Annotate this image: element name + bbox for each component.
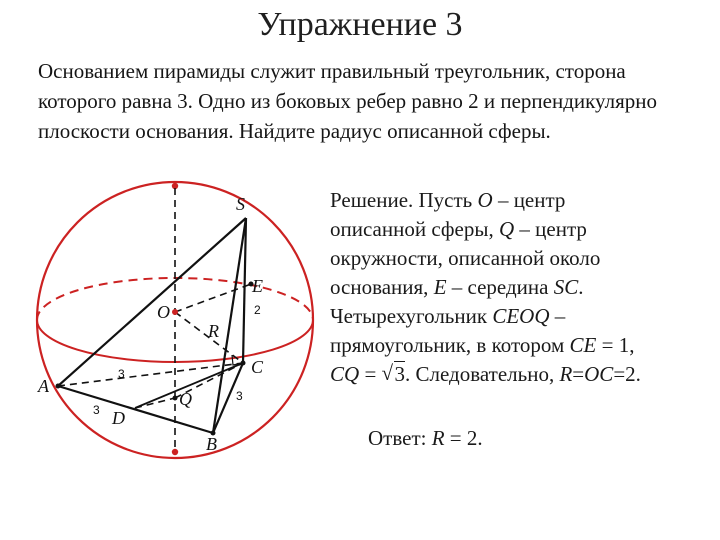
label-C: C bbox=[251, 357, 264, 377]
slide-title: Упражнение 3 bbox=[257, 6, 463, 43]
solution-text-segment: . Следовательно, bbox=[405, 362, 560, 386]
var-OC: OC bbox=[584, 362, 614, 386]
point-C bbox=[241, 361, 246, 366]
solution-text-segment: – центр bbox=[492, 188, 566, 212]
answer-var: R bbox=[431, 426, 445, 450]
label-S: S bbox=[236, 194, 245, 214]
label-cb-length: 3 bbox=[236, 389, 243, 403]
var-CQ: CQ bbox=[330, 362, 360, 386]
var-Q: Q bbox=[498, 217, 515, 241]
label-E: E bbox=[252, 276, 263, 296]
point-O bbox=[172, 309, 178, 315]
solution-text-segment: = bbox=[359, 362, 382, 386]
answer-text bbox=[368, 426, 483, 451]
var-E: E bbox=[433, 275, 447, 299]
answer-value: = 2. bbox=[444, 426, 483, 450]
solution-text-segment: основания, bbox=[330, 275, 434, 299]
var-SC: SC bbox=[553, 275, 579, 299]
solution-line-4 bbox=[330, 273, 715, 302]
var-CE: CE bbox=[569, 333, 597, 357]
solution-text-segment: – середина bbox=[446, 275, 554, 299]
solution-line-3 bbox=[330, 244, 715, 273]
sphere-bottom-pole bbox=[172, 449, 178, 455]
point-A bbox=[56, 384, 61, 389]
solution-text-segment: Решение. Пусть bbox=[330, 188, 478, 212]
solution-line-5 bbox=[330, 302, 715, 331]
solution-text-segment: прямоугольник, в котором bbox=[330, 333, 570, 357]
segment-OE bbox=[175, 284, 251, 312]
solution-text-segment: – центр bbox=[514, 217, 587, 241]
label-ac-length: 3 bbox=[118, 367, 125, 381]
solution-text-segment: = bbox=[572, 362, 585, 386]
answer-prefix: Ответ: bbox=[368, 426, 432, 450]
label-B: B bbox=[206, 434, 217, 454]
label-O: O bbox=[157, 302, 170, 322]
sqrt-value: 3 bbox=[394, 362, 406, 386]
sqrt-symbol bbox=[382, 360, 406, 389]
label-A: A bbox=[38, 376, 49, 396]
solution-line-2 bbox=[330, 215, 715, 244]
solution-text-segment: = 1, bbox=[596, 333, 635, 357]
solution-text-segment: окружности, описанной около bbox=[330, 246, 601, 270]
solution-text-segment: =2. bbox=[613, 362, 641, 386]
solution-text-segment: . bbox=[578, 275, 584, 299]
solution-text-segment: описанной сферы, bbox=[330, 217, 499, 241]
var-O: O bbox=[477, 188, 493, 212]
solution-line-1 bbox=[330, 186, 715, 215]
var-CEOQ: CEOQ bbox=[492, 304, 550, 328]
solution-text-segment: – bbox=[549, 304, 566, 328]
problem-text: Основанием пирамиды служит правильный треугольник, сторона которого равна 3. Одно из боковых ребер равно 2 и перпендикулярно плоскости основания. Найдите радиус описанной сферы. bbox=[38, 59, 657, 143]
var-R: R bbox=[559, 362, 573, 386]
solution-text-segment: Четырехугольник bbox=[330, 304, 493, 328]
label-se-length: 2 bbox=[254, 303, 261, 317]
solution-line-6 bbox=[330, 331, 715, 360]
label-ad-length: 3 bbox=[93, 403, 100, 417]
label-Q: Q bbox=[179, 389, 192, 409]
pyramid-sphere-figure bbox=[0, 170, 330, 470]
solution-text bbox=[330, 186, 715, 389]
label-R: R bbox=[208, 321, 219, 341]
label-D: D bbox=[112, 408, 125, 428]
point-Q bbox=[173, 396, 178, 401]
solution-line-7 bbox=[330, 360, 715, 389]
